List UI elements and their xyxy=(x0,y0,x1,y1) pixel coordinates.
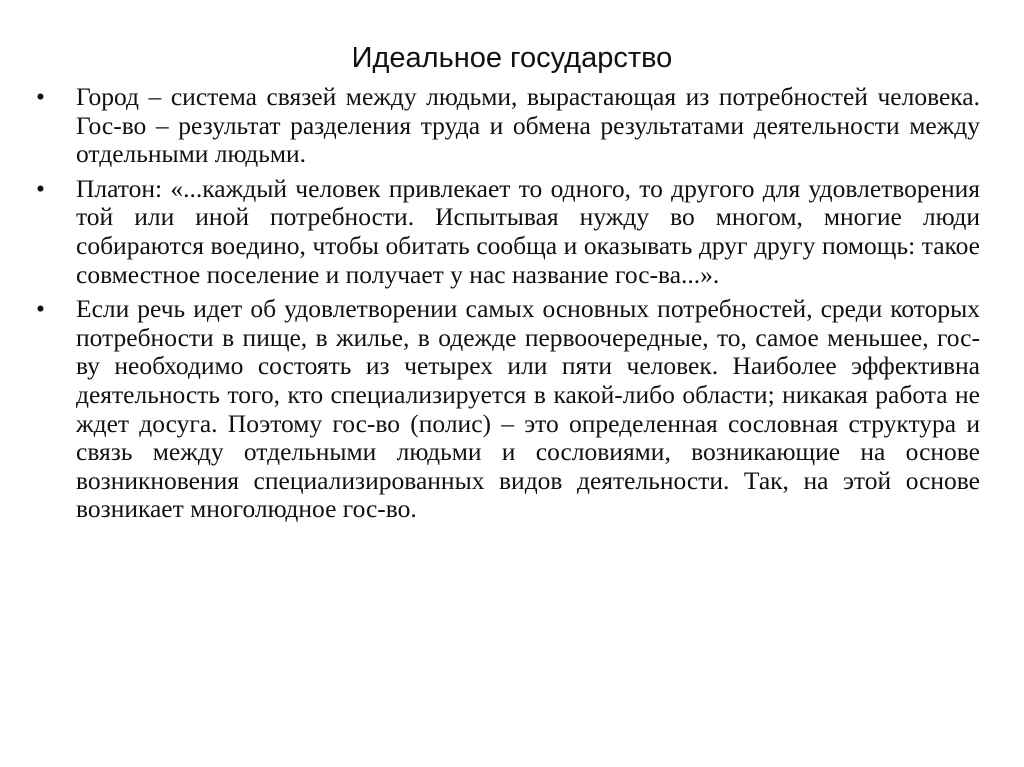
slide-title: Идеальное государство xyxy=(351,42,673,74)
bullet-icon: • xyxy=(36,173,45,203)
bullet-text: Платон: «...каждый человек привлекает то одного, то другого для удовлетворения той или иной потребности. Испытывая нужду во многом, многие люди собираются воедино, чтобы обитать сообща и оказывать друг другу помощь: такое совместное поселение и получает у нас название гос-ва...». xyxy=(76,173,980,289)
bullet-item-city-definition xyxy=(36,83,980,169)
bullet-item-basic-needs xyxy=(36,295,980,524)
bullet-icon: • xyxy=(36,82,45,111)
bullet-text: Город – система связей между людьми, вырастающая из потребностей человека. Гос-во – результат разделения труда и обмена результатами деятельности между отдельными людьми. xyxy=(76,82,980,169)
bullet-list xyxy=(36,83,980,530)
bullet-text: Если речь идет об удовлетворении самых основных потребностей, среди которых потребности в пище, в жилье, в одежде первоочередные, то, самое меньшее, гос-ву необходимо состоять из четырех или пяти человек. Наиболее эффективна деятельность того, кто специализируется в какой-либо области; никакая работа не ждет досуга. Поэтому гос-во (полис) – это определенная сословная структура и связь между отдельными людьми и сословиями, возникающие на основе возникновения специализированных видов деятельности. Так, на этой основе возникает многолюдное гос-во. xyxy=(76,294,980,524)
bullet-icon: • xyxy=(36,294,45,324)
bullet-item-plato-quote xyxy=(36,175,980,289)
